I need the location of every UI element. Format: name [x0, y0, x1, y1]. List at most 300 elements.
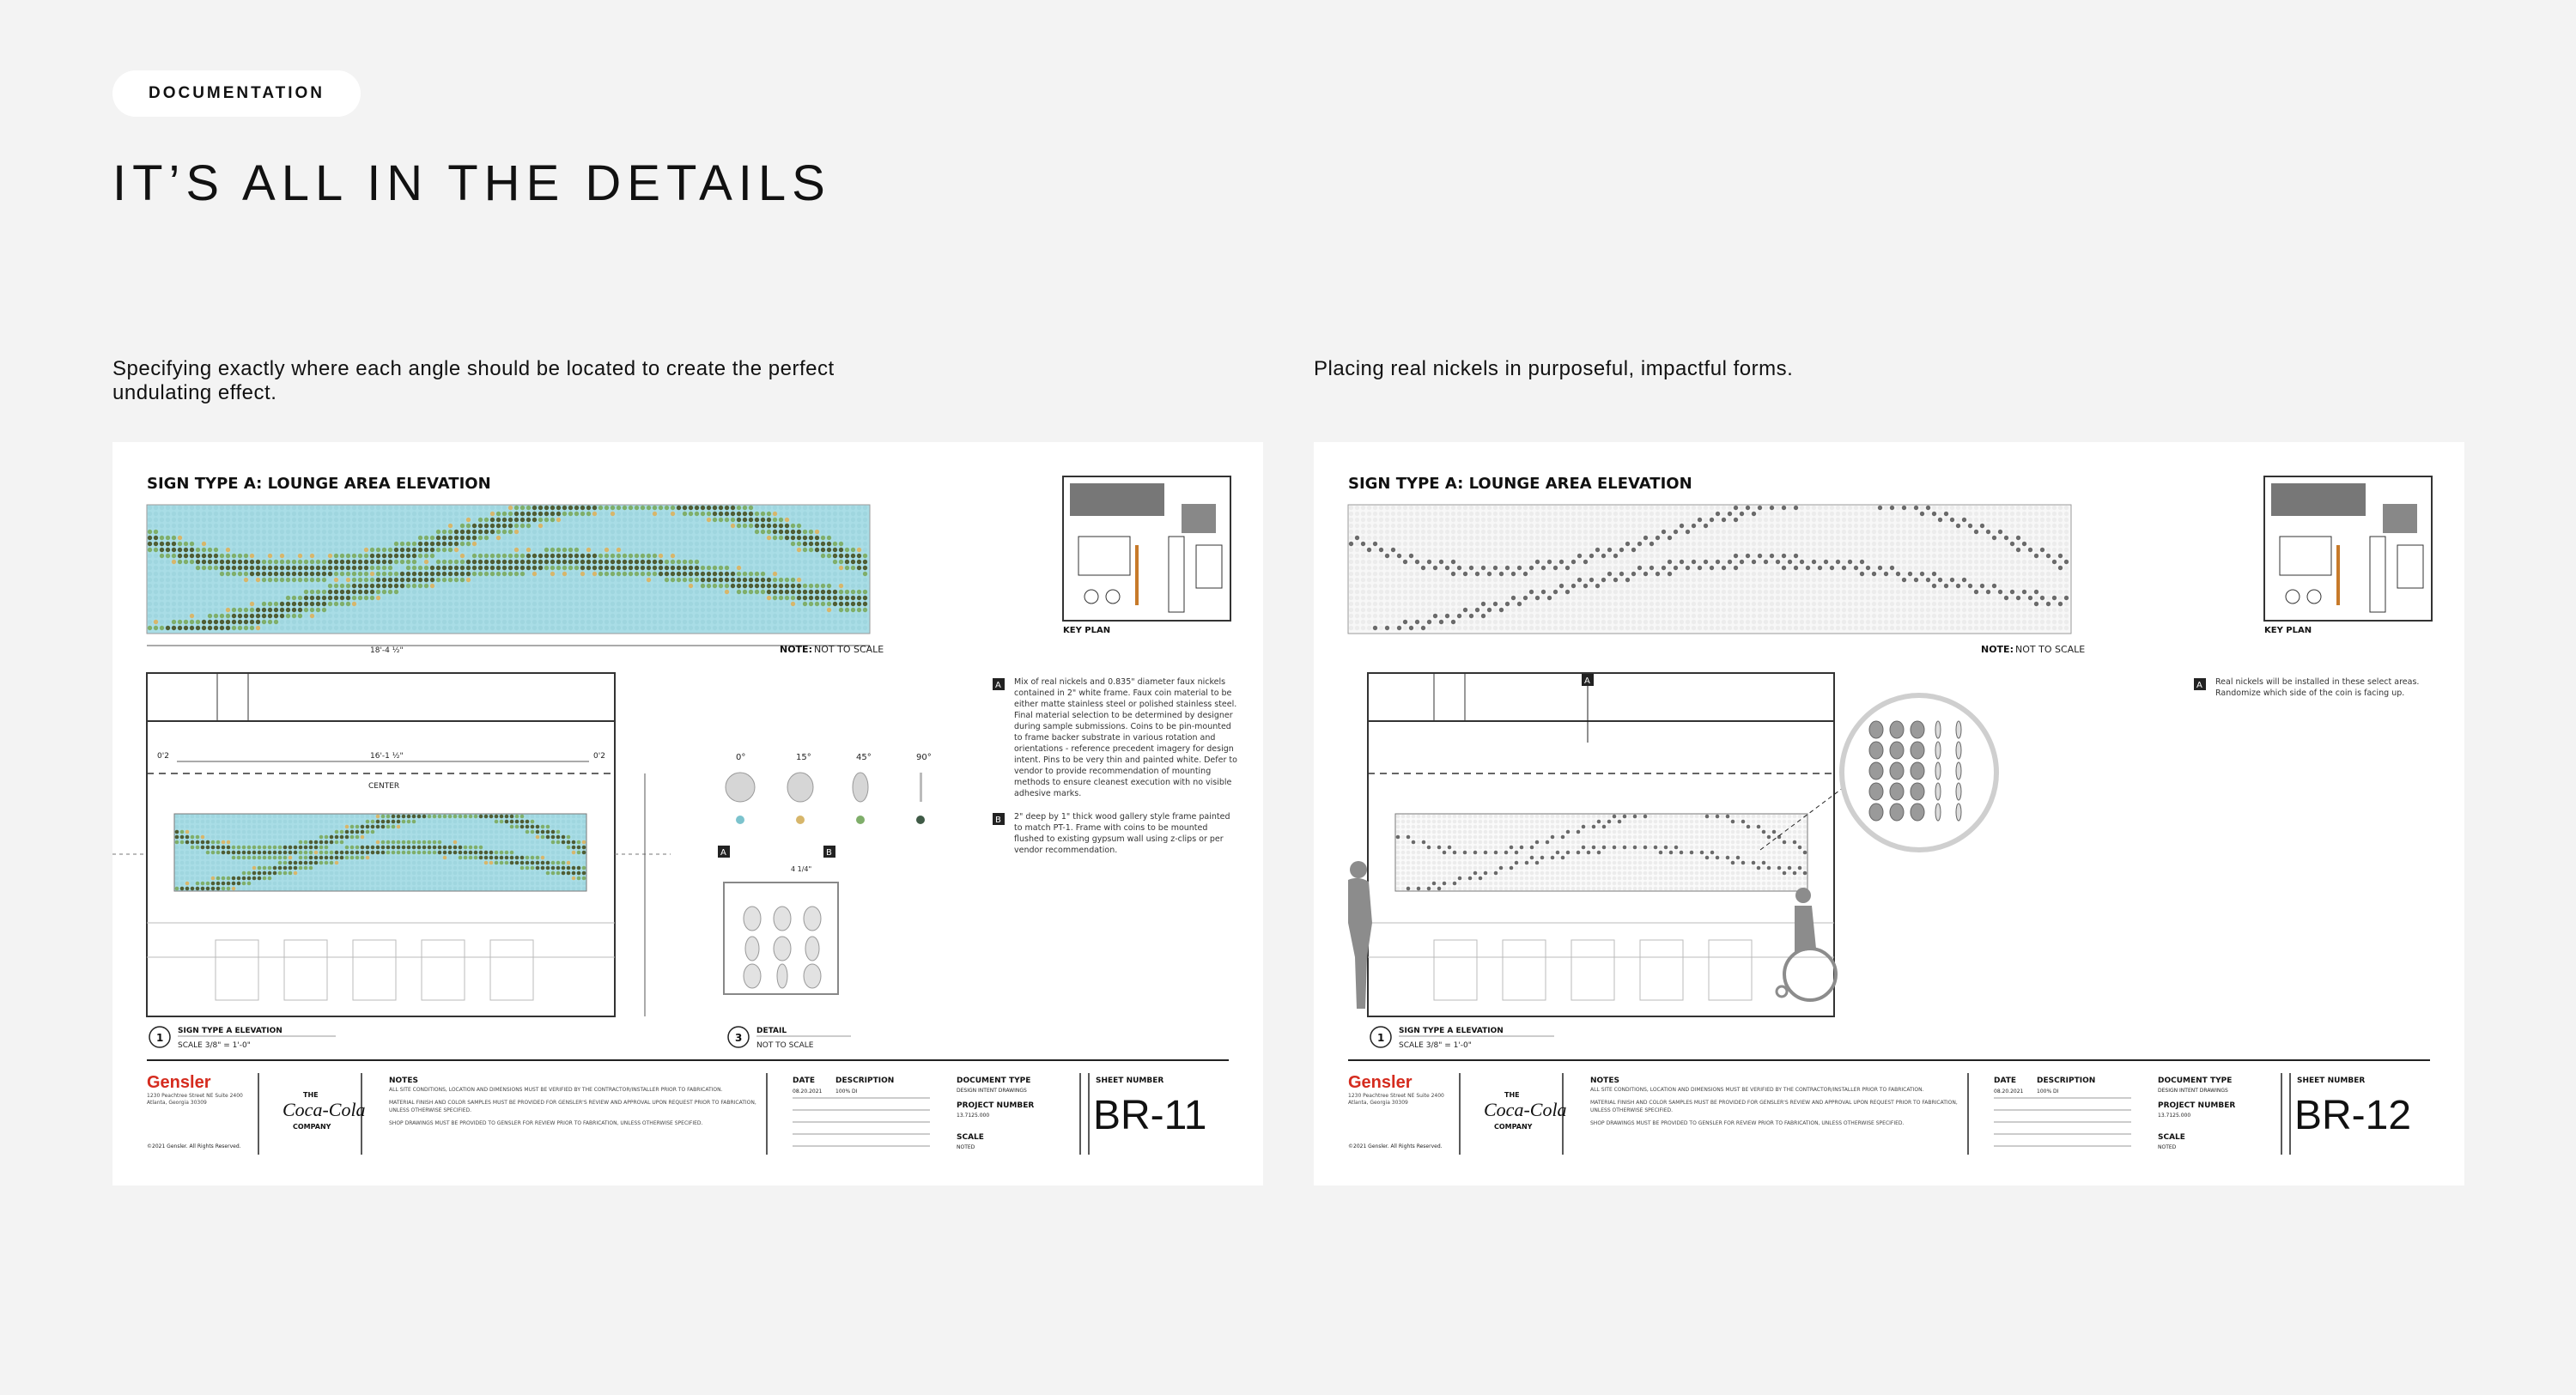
mosaic-coin [611, 584, 615, 588]
mosaic-coin [683, 596, 687, 600]
mosaic-coin [2034, 542, 2038, 546]
mosaic-coin [283, 830, 288, 834]
mosaic-coin [263, 856, 267, 860]
mosaic-coin [1625, 524, 1630, 528]
mosaic-coin [334, 542, 338, 546]
mosaic-coin [1746, 536, 1750, 540]
mosaic-coin [1932, 518, 1936, 522]
mosaic-coin [1427, 530, 1431, 534]
mosaic-coin [544, 536, 549, 540]
mosaic-coin [707, 554, 711, 558]
mosaic-coin [755, 602, 759, 606]
mosaic-coin [556, 830, 561, 834]
mosaic-coin [466, 614, 471, 618]
mosaic-coin [407, 887, 411, 891]
mosaic-coin [392, 882, 396, 886]
mosaic-coin [508, 512, 513, 516]
mosaic-coin [671, 512, 675, 516]
mosaic-coin [376, 578, 380, 582]
mosaic-coin [392, 866, 396, 870]
mosaic-coin [268, 542, 272, 546]
mosaic-coin [172, 566, 176, 570]
mosaic-coin [546, 851, 550, 855]
mosaic-coin [388, 506, 392, 510]
mosaic-coin [433, 887, 437, 891]
mosaic-coin [1956, 548, 1960, 552]
mosaic-coin [1445, 548, 1449, 552]
mosaic-coin [352, 620, 356, 624]
mosaic-coin [1962, 530, 1966, 534]
mosaic-coin [1746, 512, 1750, 516]
mosaic-coin [671, 530, 675, 534]
mosaic-coin [641, 590, 645, 594]
mosaic-coin [196, 825, 200, 829]
mosaic-coin [562, 554, 567, 558]
mosaic-coin [407, 840, 411, 845]
mosaic-coin [294, 871, 298, 876]
mosaic-coin [1589, 542, 1594, 546]
mosaic-coin [172, 554, 176, 558]
mosaic-coin [532, 536, 537, 540]
mosaic-coin [1848, 554, 1852, 558]
mosaic-coin [361, 830, 365, 834]
mosaic-coin [791, 560, 795, 564]
mosaic-coin [364, 572, 368, 576]
mosaic-coin [376, 835, 380, 840]
mosaic-coin [1439, 530, 1443, 534]
mosaic-coin [1469, 566, 1473, 570]
mosaic-coin [280, 506, 284, 510]
mosaic-coin [815, 566, 819, 570]
mosaic-coin [436, 560, 440, 564]
mosaic-coin [180, 887, 185, 891]
mosaic-coin [1680, 506, 1684, 510]
mosaic-coin [1668, 512, 1672, 516]
mosaic-coin [1686, 506, 1690, 510]
mosaic-coin [394, 536, 398, 540]
mosaic-coin [352, 578, 356, 582]
mosaic-coin [641, 518, 645, 522]
mosaic-coin [496, 620, 501, 624]
mosaic-coin [412, 506, 416, 510]
mosaic-coin [1842, 554, 1846, 558]
mosaic-coin [1992, 530, 1996, 534]
mosaic-coin [394, 542, 398, 546]
mosaic-coin [304, 596, 308, 600]
mosaic-coin [1613, 554, 1618, 558]
mosaic-coin [206, 846, 210, 850]
mosaic-coin [490, 596, 495, 600]
mosaic-coin [172, 572, 176, 576]
mosaic-coin [196, 876, 200, 881]
mosaic-coin [797, 542, 801, 546]
mosaic-coin [319, 840, 324, 845]
mosaic-coin [1565, 524, 1570, 528]
mosaic-coin [531, 840, 535, 845]
mosaic-coin [863, 560, 867, 564]
mosaic-coin [659, 602, 663, 606]
mosaic-coin [1409, 536, 1413, 540]
mosaic-coin [442, 590, 447, 594]
mosaic-coin [394, 560, 398, 564]
mosaic-coin [629, 512, 633, 516]
mosaic-coin [1854, 560, 1858, 564]
mosaic-coin [1619, 506, 1624, 510]
mosaic-coin [1686, 548, 1690, 552]
mosaic-coin [430, 518, 434, 522]
mosaic-coin [469, 825, 473, 829]
mosaic-coin [641, 614, 645, 618]
mosaic-coin [227, 876, 231, 881]
mosaic-coin [785, 572, 789, 576]
mosaic-coin [366, 835, 370, 840]
mosaic-coin [1439, 566, 1443, 570]
mosaic-coin [1836, 560, 1840, 564]
mosaic-coin [791, 566, 795, 570]
mosaic-coin [479, 835, 483, 840]
mosaic-coin [1649, 518, 1654, 522]
mosaic-coin [1824, 512, 1828, 516]
mosaic-coin [479, 887, 483, 891]
mosaic-coin [472, 578, 477, 582]
mosaic-coin [448, 840, 453, 845]
mosaic-coin [238, 554, 242, 558]
mosaic-coin [737, 554, 741, 558]
mosaic-coin [417, 815, 422, 819]
mosaic-coin [1481, 536, 1485, 540]
mosaic-coin [292, 596, 296, 600]
mosaic-coin [479, 866, 483, 870]
mosaic-coin [550, 620, 555, 624]
mosaic-coin [544, 626, 549, 630]
mosaic-coin [623, 584, 627, 588]
mosaic-coin [160, 506, 164, 510]
mosaic-coin [402, 846, 406, 850]
mosaic-coin [1728, 530, 1732, 534]
mosaic-coin [191, 820, 195, 824]
mosaic-coin [1529, 548, 1534, 552]
mosaic-coin [821, 602, 825, 606]
mosaic-coin [180, 846, 185, 850]
mosaic-coin [459, 846, 463, 850]
mosaic-coin [350, 851, 355, 855]
mosaic-coin [544, 578, 549, 582]
mosaic-coin [340, 626, 344, 630]
mosaic-coin [743, 554, 747, 558]
mosaic-coin [1631, 524, 1636, 528]
mosaic-coin [677, 602, 681, 606]
mosaic-coin [1457, 518, 1461, 522]
mosaic-coin [386, 840, 391, 845]
mosaic-coin [1349, 554, 1353, 558]
mosaic-coin [196, 560, 200, 564]
mosaic-coin [755, 626, 759, 630]
mosaic-coin [196, 815, 200, 819]
mosaic-coin [407, 866, 411, 870]
mosaic-coin [438, 851, 442, 855]
mosaic-coin [1680, 542, 1684, 546]
mosaic-coin [1758, 524, 1762, 528]
mosaic-coin [1944, 554, 1948, 558]
mosaic-coin [1481, 512, 1485, 516]
mosaic-coin [803, 518, 807, 522]
mosaic-coin [226, 578, 230, 582]
mosaic-coin [417, 846, 422, 850]
mosaic-coin [592, 578, 597, 582]
mosaic-coin [1499, 548, 1504, 552]
mosaic-coin [532, 602, 537, 606]
mosaic-coin [191, 871, 195, 876]
mosaic-coin [448, 866, 453, 870]
mosaic-coin [546, 856, 550, 860]
mosaic-coin [286, 566, 290, 570]
mosaic-coin [1499, 524, 1504, 528]
mosaic-coin [647, 572, 651, 576]
mosaic-coin [274, 584, 278, 588]
mosaic-coin [1704, 536, 1708, 540]
mosaic-coin [568, 572, 573, 576]
mosaic-coin [180, 876, 185, 881]
mosaic-coin [1812, 542, 1816, 546]
mosaic-coin [196, 856, 200, 860]
mosaic-coin [376, 548, 380, 552]
mosaic-coin [797, 530, 801, 534]
mosaic-coin [863, 626, 867, 630]
mosaic-coin [484, 596, 489, 600]
mosaic-coin [478, 572, 483, 576]
mosaic-coin [328, 578, 332, 582]
mosaic-coin [292, 602, 296, 606]
mosaic-coin [310, 512, 314, 516]
mosaic-coin [857, 596, 861, 600]
mosaic-coin [448, 820, 453, 824]
mosaic-coin [238, 524, 242, 528]
mosaic-coin [299, 835, 303, 840]
mosaic-coin [1950, 554, 1954, 558]
mosaic-coin [1619, 548, 1624, 552]
mosaic-coin [827, 602, 831, 606]
mosaic-coin [392, 825, 396, 829]
mosaic-coin [172, 596, 176, 600]
mosaic-coin [478, 530, 483, 534]
mosaic-coin [280, 554, 284, 558]
mosaic-coin [472, 566, 477, 570]
mosaic-coin [749, 548, 753, 552]
mosaic-coin [791, 602, 795, 606]
mosaic-coin [562, 518, 567, 522]
mosaic-coin [550, 524, 555, 528]
mosaic-coin [653, 524, 657, 528]
mosaic-coin [388, 560, 392, 564]
mosaic-coin [268, 560, 272, 564]
mosaic-coin [417, 871, 422, 876]
mosaic-coin [1782, 536, 1786, 540]
mosaic-coin [280, 530, 284, 534]
mosaic-coin [1553, 560, 1558, 564]
mosaic-coin [202, 572, 206, 576]
mosaic-coin [1668, 548, 1672, 552]
mosaic-coin [827, 542, 831, 546]
mosaic-coin [779, 524, 783, 528]
mosaic-coin [1740, 554, 1744, 558]
mosaic-coin [226, 584, 230, 588]
mosaic-coin [495, 882, 499, 886]
mosaic-coin [1692, 548, 1696, 552]
mosaic-coin [1860, 554, 1864, 558]
mosaic-coin [695, 566, 699, 570]
mosaic-coin [202, 530, 206, 534]
mosaic-coin [252, 856, 257, 860]
mosaic-coin [582, 825, 586, 829]
mosaic-coin [767, 518, 771, 522]
mosaic-coin [671, 608, 675, 612]
mosaic-coin [839, 548, 843, 552]
mosaic-coin [1583, 554, 1588, 558]
mosaic-coin [1668, 518, 1672, 522]
mosaic-coin [719, 554, 723, 558]
mosaic-coin [166, 530, 170, 534]
mosaic-coin [586, 614, 591, 618]
mosaic-coin [1607, 560, 1612, 564]
mosaic-coin [1433, 560, 1437, 564]
mosaic-coin [797, 602, 801, 606]
mosaic-coin [453, 820, 458, 824]
mosaic-coin [216, 825, 221, 829]
mosaic-coin [352, 596, 356, 600]
mosaic-coin [361, 825, 365, 829]
mosaic-coin [562, 584, 567, 588]
mosaic-coin [422, 861, 427, 865]
mosaic-coin [294, 856, 298, 860]
mosaic-coin [1505, 566, 1510, 570]
mosaic-coin [851, 578, 855, 582]
mosaic-coin [695, 560, 699, 564]
mosaic-coin [335, 830, 339, 834]
mosaic-coin [1698, 542, 1702, 546]
mosaic-coin [206, 835, 210, 840]
mosaic-coin [586, 554, 591, 558]
mosaic-coin [472, 614, 477, 618]
mosaic-coin [514, 530, 519, 534]
mosaic-coin [502, 614, 507, 618]
mosaic-coin [1475, 518, 1479, 522]
mosaic-coin [556, 584, 561, 588]
mosaic-coin [352, 506, 356, 510]
mosaic-coin [683, 614, 687, 618]
mosaic-coin [510, 846, 514, 850]
mosaic-coin [1800, 542, 1804, 546]
mosaic-coin [258, 871, 262, 876]
mosaic-coin [773, 596, 777, 600]
mosaic-coin [617, 620, 621, 624]
mosaic-coin [216, 835, 221, 840]
mosaic-coin [556, 512, 561, 516]
mosaic-coin [268, 866, 272, 870]
mosaic-coin [294, 835, 298, 840]
mosaic-coin [274, 542, 278, 546]
mosaic-coin [1601, 524, 1606, 528]
mosaic-coin [586, 608, 591, 612]
mosaic-coin [479, 840, 483, 845]
mosaic-coin [1860, 548, 1864, 552]
mosaic-coin [196, 548, 200, 552]
mosaic-coin [592, 602, 597, 606]
mosaic-coin [536, 830, 540, 834]
mosaic-coin [382, 596, 386, 600]
mosaic-coin [459, 851, 463, 855]
mosaic-coin [827, 554, 831, 558]
mosaic-coin [388, 626, 392, 630]
mosaic-coin [256, 578, 260, 582]
mosaic-coin [1565, 554, 1570, 558]
mosaic-coin [701, 560, 705, 564]
mosaic-coin [438, 876, 442, 881]
mosaic-coin [340, 835, 344, 840]
mosaic-coin [1631, 548, 1636, 552]
mosaic-coin [325, 825, 329, 829]
mosaic-coin [755, 506, 759, 510]
mosaic-coin [574, 518, 579, 522]
mosaic-coin [495, 820, 499, 824]
mosaic-coin [550, 506, 555, 510]
mosaic-coin [335, 846, 339, 850]
mosaic-coin [226, 608, 230, 612]
mosaic-coin [1433, 554, 1437, 558]
mosaic-coin [460, 542, 465, 546]
mosaic-coin [1373, 560, 1377, 564]
mosaic-coin [418, 524, 422, 528]
mosaic-coin [1698, 560, 1702, 564]
mosaic-coin [514, 536, 519, 540]
mosaic-coin [514, 506, 519, 510]
mosaic-coin [701, 512, 705, 516]
mosaic-coin [418, 560, 422, 564]
mosaic-coin [479, 815, 483, 819]
mosaic-coin [262, 542, 266, 546]
mosaic-coin [190, 608, 194, 612]
mosaic-coin [418, 530, 422, 534]
mosaic-coin [190, 506, 194, 510]
mosaic-coin [1764, 548, 1768, 552]
mosaic-coin [232, 830, 236, 834]
mosaic-coin [381, 871, 386, 876]
mosaic-coin [172, 536, 176, 540]
mosaic-coin [268, 602, 272, 606]
mosaic-coin [857, 614, 861, 618]
mosaic-coin [278, 820, 283, 824]
mosaic-coin [1794, 560, 1798, 564]
mosaic-coin [381, 835, 386, 840]
mosaic-coin [701, 578, 705, 582]
mosaic-coin [761, 512, 765, 516]
mosaic-coin [438, 815, 442, 819]
mosaic-coin [1974, 560, 1978, 564]
mosaic-coin [531, 876, 535, 881]
mosaic-coin [304, 542, 308, 546]
mosaic-coin [1349, 524, 1353, 528]
mosaic-coin [304, 626, 308, 630]
mosaic-coin [376, 861, 380, 865]
mosaic-coin [659, 512, 663, 516]
mosaic-coin [797, 524, 801, 528]
mosaic-coin [196, 524, 200, 528]
mosaic-coin [851, 506, 855, 510]
mosaic-coin [154, 530, 158, 534]
mosaic-coin [412, 530, 416, 534]
mosaic-coin [495, 846, 499, 850]
mosaic-coin [392, 871, 396, 876]
mosaic-coin [430, 560, 434, 564]
